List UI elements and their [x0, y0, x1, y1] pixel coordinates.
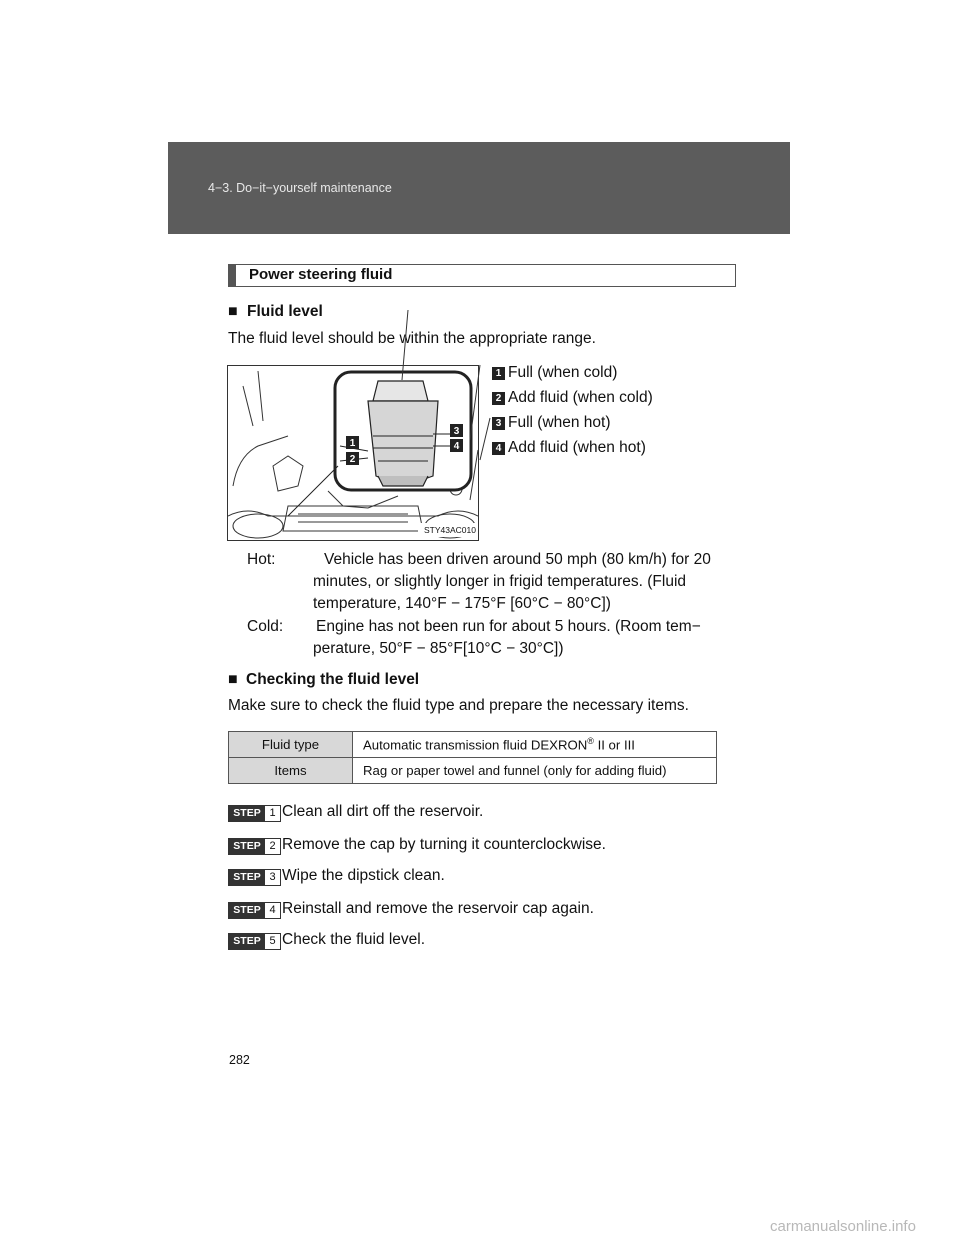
step-number: 5	[269, 935, 276, 947]
checking-intro: Make sure to check the fluid type and prepare the necessary items.	[228, 697, 689, 714]
chapter-header	[168, 142, 790, 234]
callout-label: Add fluid (when cold)	[508, 389, 653, 406]
step-badge-3	[228, 869, 281, 886]
callout-number: 2	[492, 392, 505, 405]
step-badge-1	[228, 805, 281, 822]
figure-code: STY43AC010	[424, 525, 476, 535]
callout-label: Full (when cold)	[508, 364, 618, 381]
step-badge-4	[228, 902, 281, 919]
bullet-square: ■	[228, 671, 238, 688]
fluid-level-intro: The fluid level should be within the appropriate range.	[228, 330, 596, 347]
table-header-cell: Items	[229, 758, 353, 784]
hot-label: Hot:	[247, 551, 276, 568]
callout-number: 4	[492, 442, 505, 455]
step-label: STEP	[229, 903, 265, 918]
fluid-requirements-table	[228, 731, 717, 784]
step-label: STEP	[229, 870, 265, 885]
section-title: Power steering fluid	[249, 266, 393, 283]
step-label: STEP	[229, 806, 265, 821]
registered-mark: ®	[587, 736, 594, 747]
cold-label: Cold:	[247, 618, 284, 635]
checking-heading: Checking the fluid level	[246, 671, 420, 688]
step-label: STEP	[229, 934, 265, 949]
hot-text-line1: Vehicle has been driven around 50 mph (80 km/h) for 20	[324, 551, 711, 568]
step-text-1: Clean all dirt off the reservoir.	[282, 803, 484, 820]
chapter-title: 4−3. Do−it−yourself maintenance	[208, 181, 392, 195]
table-value-cell: Rag or paper towel and funnel (only for adding fluid)	[353, 758, 717, 784]
table-header-cell: Fluid type	[229, 732, 353, 758]
table-row	[229, 758, 717, 784]
step-badge-5	[228, 933, 281, 950]
fluid-type-suffix: II or III	[593, 737, 635, 753]
svg-text:2: 2	[349, 454, 356, 465]
table-row	[229, 732, 717, 758]
table-value-cell	[353, 732, 717, 758]
step-number: 4	[269, 904, 276, 916]
step-text-2: Remove the cap by turning it counterclockwise.	[282, 836, 606, 853]
bullet-square: ■	[228, 303, 238, 320]
step-label: STEP	[229, 839, 265, 854]
step-number: 3	[269, 871, 276, 883]
section-bar-accent	[229, 265, 236, 286]
step-number: 1	[269, 807, 276, 819]
callout-label: Add fluid (when hot)	[508, 439, 646, 456]
step-text-4: Reinstall and remove the reservoir cap again.	[282, 900, 594, 917]
hot-text-line2: minutes, or slightly longer in frigid temperatures. (Fluid	[313, 573, 687, 590]
callout-label: Full (when hot)	[508, 414, 611, 431]
cold-text-line2: perature, 50°F − 85°F[10°C − 30°C])	[313, 640, 564, 657]
section-heading-bar	[228, 264, 736, 287]
step-badge-2	[228, 838, 281, 855]
footer-watermark: carmanualsonline.info	[770, 1218, 916, 1235]
callout-number: 3	[492, 417, 505, 430]
page-number: 282	[229, 1053, 250, 1067]
svg-text:4: 4	[453, 441, 460, 452]
callout-number: 1	[492, 367, 505, 380]
step-text-3: Wipe the dipstick clean.	[282, 867, 445, 884]
cold-text-line1: Engine has not been run for about 5 hours. (Room tem−	[316, 618, 701, 635]
fluid-type-value: Automatic transmission fluid DEXRON	[363, 737, 588, 753]
hot-text-line3: temperature, 140°F − 175°F [60°C − 80°C])	[313, 595, 611, 612]
step-text-5: Check the fluid level.	[282, 931, 426, 948]
fluid-level-heading: Fluid level	[247, 303, 323, 320]
leader-lines	[340, 300, 500, 530]
svg-text:3: 3	[453, 426, 460, 437]
svg-text:1: 1	[349, 438, 356, 449]
step-number: 2	[269, 840, 276, 852]
